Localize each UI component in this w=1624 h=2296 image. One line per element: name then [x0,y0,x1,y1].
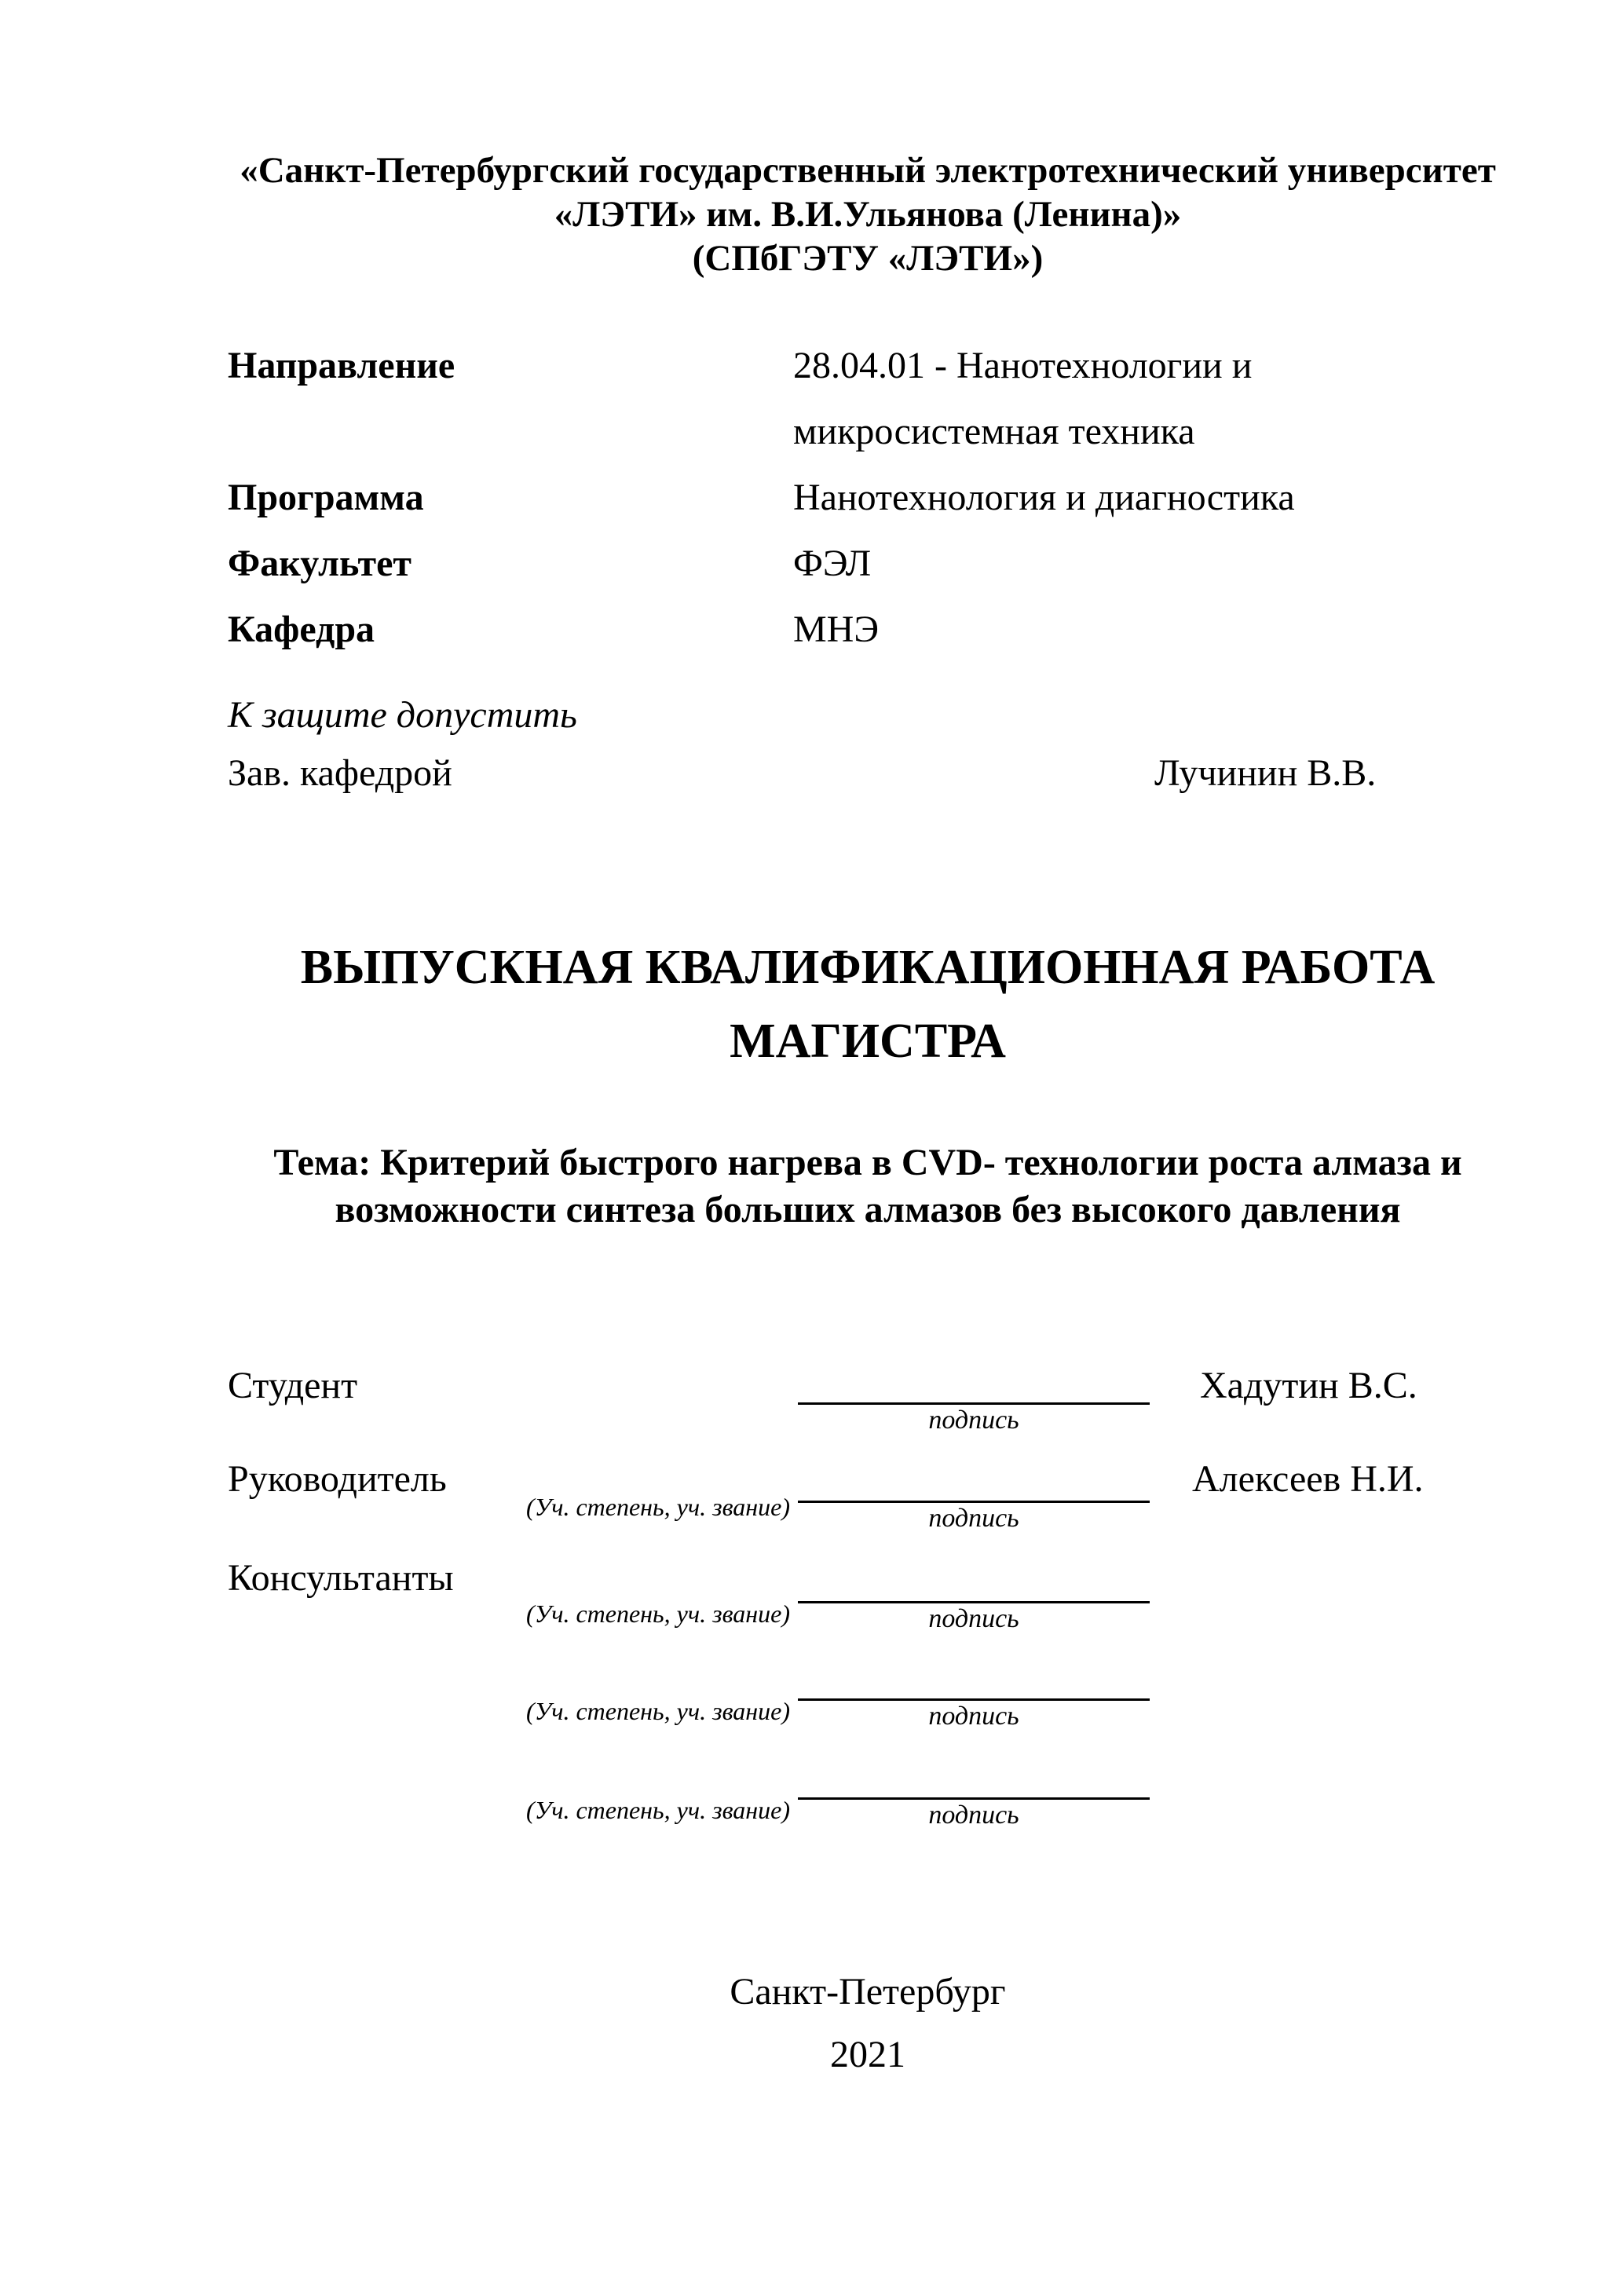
student-signature-line [798,1402,1150,1405]
thesis-theme-line1: Тема: Критерий быстрого нагрева в CVD- технологии роста алмаза и [273,1142,1462,1183]
supervisor-degree-caption: (Уч. степень, уч. звание) [526,1493,790,1521]
head-of-department-name: Лучинин В.В. [1154,752,1377,794]
consultant1-signature-caption: подпись [928,1604,1019,1633]
faculty-value: ФЭЛ [793,543,872,584]
program-label: Программа [228,477,424,518]
consultants-label: Консультанты [228,1557,454,1599]
thesis-theme [228,1139,1508,1234]
student-label: Студент [228,1365,358,1406]
consultant1-signature-line [798,1601,1150,1603]
thesis-title [228,930,1508,1078]
consultant2-degree-caption: (Уч. степень, уч. звание) [526,1697,790,1725]
permit-to-defense-line: К защите допустить [228,694,577,736]
department-label: Кафедра [228,609,375,650]
supervisor-label: Руководитель [228,1458,447,1500]
head-of-department-label: Зав. кафедрой [228,752,452,794]
department-value: МНЭ [793,609,880,650]
supervisor-name: Алексеев Н.И. [1192,1458,1424,1500]
university-name-line2: «ЛЭТИ» им. В.И.Ульянова (Ленина)» [554,194,1182,235]
university-abbreviation: (СПбГЭТУ «ЛЭТИ») [692,238,1044,279]
university-header [228,148,1508,280]
consultant3-signature-line [798,1797,1150,1800]
consultant3-signature-caption: подпись [928,1801,1019,1830]
student-name: Хадутин В.С. [1200,1365,1417,1406]
direction-label: Направление [228,345,455,386]
faculty-label: Факультет [228,543,411,584]
consultant2-signature-line [798,1698,1150,1701]
program-value: Нанотехнология и диагностика [793,477,1295,518]
footer-city: Санкт-Петербург [730,1971,1006,2013]
footer-year: 2021 [830,2034,905,2075]
supervisor-signature-line [798,1501,1150,1503]
thesis-theme-line2: возможности синтеза больших алмазов без высокого давления [335,1189,1401,1230]
university-name-line1: «Санкт-Петербургский государственный электротехнический университет [240,150,1496,191]
supervisor-signature-caption: подпись [928,1504,1019,1533]
consultant3-degree-caption: (Уч. степень, уч. звание) [526,1796,790,1824]
thesis-title-line1: ВЫПУСКНАЯ КВАЛИФИКАЦИОННАЯ РАБОТА [300,941,1436,994]
thesis-title-line2: МАГИСТРА [730,1015,1006,1068]
direction-value-line2: микросистемная техника [793,411,1195,452]
student-signature-caption: подпись [928,1406,1019,1435]
consultant2-signature-caption: подпись [928,1702,1019,1731]
direction-value-line1: 28.04.01 - Нанотехнологии и [793,345,1253,386]
consultant1-degree-caption: (Уч. степень, уч. звание) [526,1600,790,1628]
